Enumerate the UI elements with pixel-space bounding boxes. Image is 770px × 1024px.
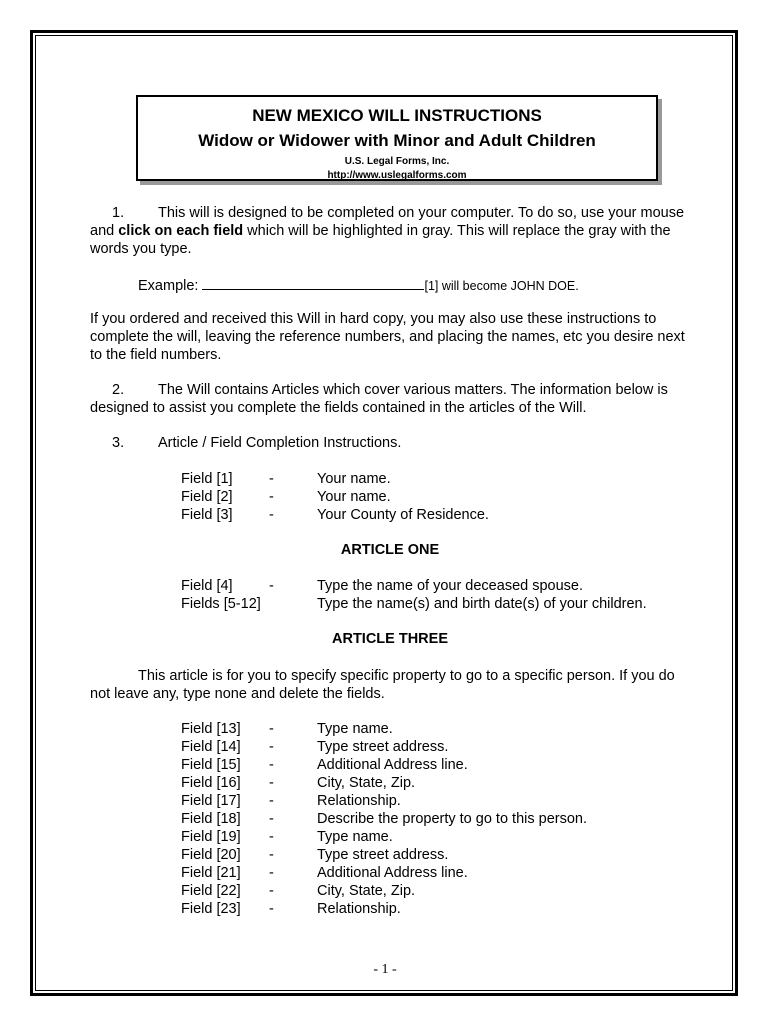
paragraph-3-text: Article / Field Completion Instructions. — [158, 435, 402, 451]
example-blank — [202, 276, 424, 290]
example-tail: [1] will become JOHN DOE. — [424, 279, 579, 293]
field-desc: Additional Address line. — [317, 865, 468, 881]
paragraph-2-text: The Will contains Articles which cover various matters. The information below is designed to assist you complete the fields contained in the articles of the Will. — [90, 382, 668, 416]
field-name: Field [21] — [181, 865, 241, 881]
field-dash: - — [269, 721, 274, 737]
field-desc: Type street address. — [317, 847, 449, 863]
field-name: Field [1] — [181, 471, 233, 487]
title-box — [136, 95, 658, 181]
field-name: Field [20] — [181, 847, 241, 863]
field-name: Field [18] — [181, 811, 241, 827]
field-row — [181, 810, 587, 828]
field-desc: Describe the property to go to this person. — [317, 811, 588, 827]
field-list-article-one — [181, 577, 647, 613]
document-subtitle: Widow or Widower with Minor and Adult Children — [198, 131, 596, 150]
field-name: Field [3] — [181, 507, 233, 523]
field-name: Field [19] — [181, 829, 241, 845]
field-row — [181, 882, 587, 900]
field-desc: Type name. — [317, 721, 393, 737]
page-number: - 1 - — [373, 962, 397, 977]
field-dash: - — [269, 865, 274, 881]
article-three-intro: This article is for you to specify specific property to go to a specific person. If you do not leave any, type none and delete the fields. — [90, 668, 675, 702]
paragraph-1-text-a: This will is designed to be completed on your computer. To do so, use your mouse and — [90, 205, 685, 239]
field-desc: Type street address. — [317, 739, 449, 755]
field-dash: - — [269, 507, 274, 523]
field-name: Field [23] — [181, 901, 241, 917]
field-dash: - — [269, 847, 274, 863]
field-list-intro — [181, 470, 489, 524]
field-dash: - — [269, 578, 274, 594]
field-desc: Relationship. — [317, 901, 401, 917]
field-row — [181, 864, 587, 882]
field-dash: - — [269, 489, 274, 505]
example-line — [138, 276, 579, 294]
field-desc: Your County of Residence. — [317, 507, 489, 523]
field-row — [181, 756, 587, 774]
field-desc: City, State, Zip. — [317, 883, 416, 899]
company-name: U.S. Legal Forms, Inc. — [344, 156, 450, 167]
field-row — [181, 470, 489, 488]
field-dash: - — [269, 901, 274, 917]
field-name: Field [17] — [181, 793, 241, 809]
field-name: Field [2] — [181, 489, 233, 505]
field-desc: Your name. — [317, 471, 391, 487]
field-desc: Type the name(s) and birth date(s) of your children. — [317, 596, 647, 612]
field-row — [181, 595, 647, 613]
field-desc: Additional Address line. — [317, 757, 468, 773]
example-label: Example: — [138, 278, 203, 294]
paragraph-1-text-b: which will be highlighted in gray. This will replace the gray with the words you type. — [90, 223, 671, 257]
field-dash: - — [269, 757, 274, 773]
field-row — [181, 774, 587, 792]
field-dash — [269, 595, 317, 613]
paragraph-1-number: 1. — [112, 205, 125, 221]
field-name: Field [14] — [181, 739, 241, 755]
field-row — [181, 488, 489, 506]
field-name: Field [15] — [181, 757, 241, 773]
field-row — [181, 720, 587, 738]
field-row — [181, 738, 587, 756]
field-desc: Type name. — [317, 829, 393, 845]
field-dash: - — [269, 829, 274, 845]
field-desc: Relationship. — [317, 793, 401, 809]
document-title: NEW MEXICO WILL INSTRUCTIONS — [252, 106, 542, 125]
field-dash: - — [269, 739, 274, 755]
field-desc: Type the name of your deceased spouse. — [317, 578, 584, 594]
field-dash: - — [269, 793, 274, 809]
field-dash: - — [269, 883, 274, 899]
field-row — [181, 792, 587, 810]
field-dash: - — [269, 471, 274, 487]
paragraph-3 — [90, 434, 690, 452]
field-desc: Your name. — [317, 489, 391, 505]
field-row — [181, 828, 587, 846]
company-url: http://www.uslegalforms.com — [327, 170, 467, 181]
paragraph-2-number: 2. — [112, 382, 125, 398]
field-name: Fields [5-12] — [181, 596, 261, 612]
field-name: Field [16] — [181, 775, 241, 791]
field-name: Field [13] — [181, 721, 241, 737]
paragraph-2 — [90, 381, 690, 417]
field-name: Field [22] — [181, 883, 241, 899]
field-row — [181, 846, 587, 864]
field-list-article-three — [181, 720, 587, 918]
article-three-heading: ARTICLE THREE — [332, 631, 448, 647]
field-dash: - — [269, 811, 274, 827]
article-one-heading: ARTICLE ONE — [340, 542, 440, 558]
field-row — [181, 900, 587, 918]
field-desc: City, State, Zip. — [317, 775, 416, 791]
paragraph-1-bold: click on each field — [118, 223, 244, 239]
field-dash: - — [269, 775, 274, 791]
paragraph-3-number: 3. — [112, 435, 125, 451]
paragraph-hardcopy: If you ordered and received this Will in hard copy, you may also use these instructions to complete the will, leaving the reference numbers, and placing the names, etc you desire next to the field numbers. — [90, 311, 685, 363]
field-row — [181, 577, 647, 595]
field-name: Field [4] — [181, 578, 233, 594]
field-row — [181, 506, 489, 524]
paragraph-1 — [90, 204, 690, 258]
